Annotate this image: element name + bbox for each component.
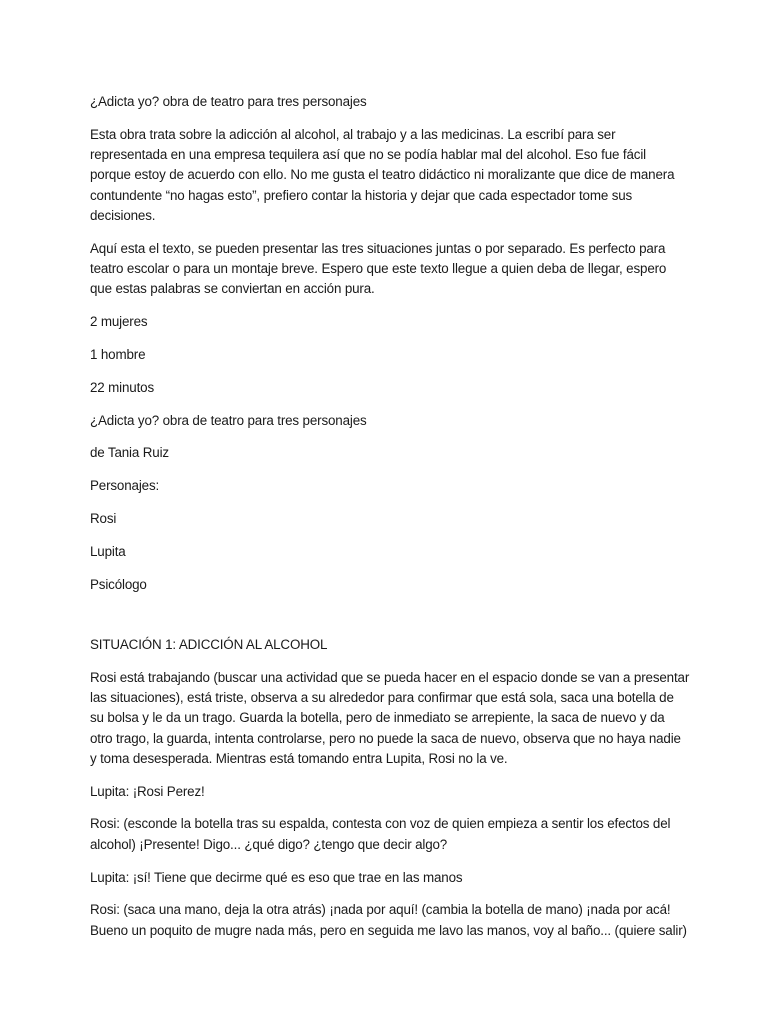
intro-paragraph: Aquí esta el texto, se pueden presentar las tres situaciones juntas o por separado. Es perfecto para teatro escolar o para un montaje breve. Espero que este texto llegue a quien deba de llegar, espero que estas palabras se conviertan en acción pura.	[90, 240, 667, 297]
characters-heading: Personajes:	[90, 478, 160, 494]
section-heading: SITUACIÓN 1: ADICCIÓN AL ALCOHOL	[90, 636, 328, 652]
dialogue-line: Lupita: ¡sí! Tiene que decirme qué es eso que trae en las manos	[90, 869, 463, 885]
document-title: ¿Adicta yo? obra de teatro para tres personajes	[90, 94, 367, 109]
character-name: Lupita	[90, 543, 126, 559]
character-name: Rosi	[90, 510, 117, 526]
dialogue-line: Rosi: (esconde la botella tras su espalda, contesta con voz de quien empieza a sentir los efectos del alcohol) ¡Presente! Digo... ¿qué digo? ¿tengo que decir algo?	[90, 816, 671, 852]
document-page	[90, 92, 690, 953]
play-title: ¿Adicta yo? obra de teatro para tres personajes	[90, 412, 367, 428]
stage-direction: Rosi está trabajando (buscar una actividad que se pueda hacer en el espacio donde se van a presentar las situaciones), está triste, observa a su alrededor para confirmar que está sola, saca una botella de su bolsa y le da un trago. Guarda la botella, pero de inmediato se arrepiente, la saca de nuevo y da otro trago, la guarda, intenta controlarse, pero no puede la saca de nuevo, observa que no haya nadie y toma desesperada. Mientras está tomando entra Lupita, Rosi no la ve.	[90, 669, 690, 766]
intro-paragraph: Esta obra trata sobre la adicción al alcohol, al trabajo y a las medicinas. La escribí para ser representada en una empresa tequilera así que no se podía hablar mal del alcohol. Eso fue fácil porque estoy de acuerdo con ello. No me gusta el teatro didáctico ni moralizante que dice de manera contundente “no hagas esto”, prefiero contar la historia y dejar que cada espectador tome sus decisiones.	[90, 126, 675, 223]
duration-line: 22 minutos	[90, 379, 155, 395]
cast-line: 1 hombre	[90, 346, 146, 362]
author-line: de Tania Ruiz	[90, 445, 169, 461]
cast-line: 2 mujeres	[90, 314, 148, 330]
dialogue-line: Lupita: ¡Rosi Perez!	[90, 783, 205, 799]
dialogue-line: Rosi: (saca una mano, deja la otra atrás) ¡nada por aquí! (cambia la botella de mano) ¡nada por acá! Bueno un poquito de mugre nada más, pero en seguida me lavo las manos, voy al baño... (quiere salir)	[90, 902, 687, 938]
character-name: Psicólogo	[90, 576, 147, 592]
